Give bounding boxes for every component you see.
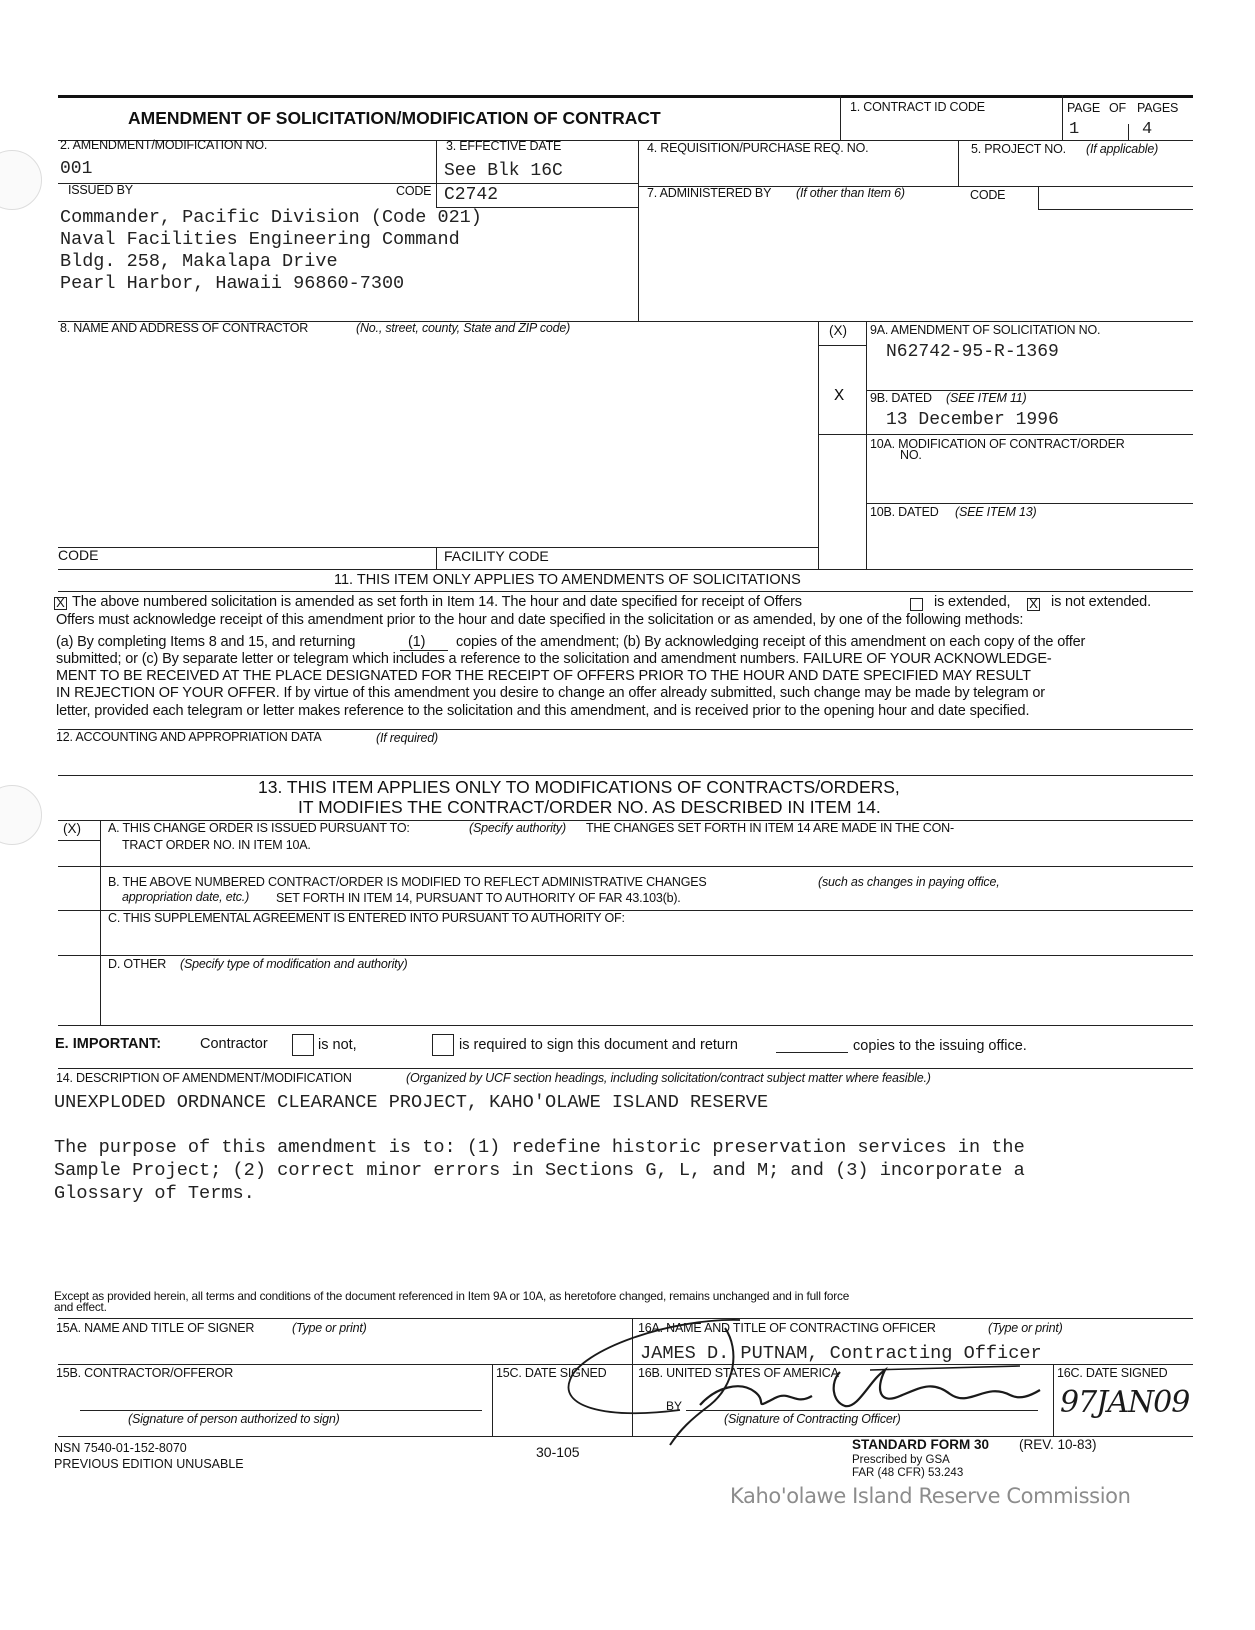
contractor-word: Contractor [200,1036,268,1052]
issuer-address-line: Naval Facilities Engineering Command [60,229,460,250]
item-10a-label: 10A. MODIFICATION OF CONTRACT/ORDER [870,437,1125,451]
item-11-text: (a) By completing Items 8 and 15, and returning [56,634,356,650]
signature-stroke [670,1328,733,1445]
item-16b-label: 16B. UNITED STATES OF AMERICA [638,1366,839,1380]
punch-hole [0,785,42,845]
officer-signature-caption: (Signature of Contracting Officer) [724,1412,901,1426]
item-9b-label: 9B. DATED [870,391,932,405]
facility-code-label: FACILITY CODE [444,548,549,564]
signature-stroke [834,1370,1040,1406]
item-11-text: Offers must acknowledge receipt of this amendment prior to the hour and date specified in the solicitation or as amended, by one of the following methods: [56,612,1024,628]
item-13a-text: A. THIS CHANGE ORDER IS ISSUED PURSUANT TO: [108,821,410,835]
officer-signature [540,1310,1060,1450]
item-10b-label: 10B. DATED [870,505,939,519]
item-14-note: (Organized by UCF section headings, including solicitation/contract subject matter where feasible.) [406,1071,931,1085]
item-13-heading: 13. THIS ITEM APPLIES ONLY TO MODIFICATIONS OF CONTRACTS/ORDERS, [258,777,900,797]
administered-by-code-label: CODE [970,188,1006,202]
item-9b-note: (SEE ITEM 11) [946,391,1027,405]
x-column-header: (X) [829,323,847,338]
administered-by-note: (If other than Item 6) [796,186,905,200]
issued-by-label: ISSUED BY [68,183,133,197]
is-not-label: is not, [318,1037,357,1053]
contract-id-label: 1. CONTRACT ID CODE [850,100,985,114]
previous-edition-text: PREVIOUS EDITION UNUSABLE [54,1457,244,1471]
item-16c-label: 16C. DATE SIGNED [1057,1366,1168,1380]
page-number: 1 [1069,120,1080,139]
effective-date-label: 3. EFFECTIVE DATE [446,139,562,153]
item-10a-label-cont: NO. [900,448,922,462]
signature-stroke [870,1366,1020,1370]
item-11-text: The above numbered solicitation is amended as set forth in Item 14. The hour and date specified for receipt of Offers [72,594,802,610]
item-9a-label: 9A. AMENDMENT OF SOLICITATION NO. [870,323,1101,337]
item-11-heading: 11. THIS ITEM ONLY APPLIES TO AMENDMENTS OF SOLICITATIONS [334,572,801,588]
project-no-note: (If applicable) [1086,142,1159,156]
item-12-label: 12. ACCOUNTING AND APPROPRIATION DATA [56,730,322,744]
form-title: AMENDMENT OF SOLICITATION/MODIFICATION OF CONTRACT [128,108,661,128]
contractor-label: 8. NAME AND ADDRESS OF CONTRACTOR [60,321,309,335]
terms-text: and effect. [54,1300,107,1314]
amendment-no-label: 2. AMENDMENT/MODIFICATION NO. [60,138,268,152]
contractor-signature-caption: (Signature of person authorized to sign) [128,1412,340,1426]
requisition-label: 4. REQUISITION/PURCHASE REQ. NO. [647,141,869,155]
by-label: BY [666,1399,683,1413]
is-extended-checkbox[interactable] [910,598,923,611]
issuer-address-line: Commander, Pacific Division (Code 021) [60,207,482,228]
issued-by-code: C2742 [444,185,499,205]
item-13a-text: TRACT ORDER NO. IN ITEM 10A. [122,838,311,852]
item-13b-text: B. THE ABOVE NUMBERED CONTRACT/ORDER IS MODIFIED TO REFLECT ADMINISTRATIVE CHANGES [108,875,707,889]
amendment-no: 001 [60,159,93,179]
punch-hole [0,150,42,210]
item-15a-label: 15A. NAME AND TITLE OF SIGNER [56,1321,255,1335]
form-code: 30-105 [536,1444,580,1460]
is-extended-label: is extended, [934,594,1011,610]
administered-by-label: 7. ADMINISTERED BY [647,186,772,200]
item-15b-label: 15B. CONTRACTOR/OFFEROR [56,1366,234,1380]
issuer-address-line: Pearl Harbor, Hawaii 96860-7300 [60,273,405,294]
item-15a-note: (Type or print) [292,1321,367,1335]
contractor-note: (No., street, county, State and ZIP code) [356,321,571,335]
item-13c-text: C. THIS SUPPLEMENTAL AGREEMENT IS ENTERED INTO PURSUANT TO AUTHORITY OF: [108,911,625,925]
prescribed-by: Prescribed by GSA [852,1454,950,1466]
item-13b-note: (such as changes in paying office, [818,875,1000,889]
of-label: OF [1109,101,1126,115]
is-not-checkbox[interactable] [292,1034,314,1056]
item-13b-text: SET FORTH IN ITEM 14, PURSUANT TO AUTHORITY OF FAR 43.103(b). [276,891,681,905]
amended-checkbox[interactable]: X [54,597,67,610]
copies-count: (1) [408,634,426,650]
top-rule [58,95,1193,98]
signature-loop [568,1320,740,1413]
standard-form-label: STANDARD FORM 30 [852,1437,990,1452]
item-13-heading: IT MODIFIES THE CONTRACT/ORDER NO. AS DESCRIBED IN ITEM 14. [298,797,881,817]
solicitation-number: N62742-95-R-1369 [886,342,1059,362]
project-title: UNEXPLODED ORDNANCE CLEARANCE PROJECT, KAHO'OLAWE ISLAND RESERVE [54,1092,769,1113]
purpose-line: Glossary of Terms. [54,1183,255,1204]
item-11-text: submitted; or (c) By separate letter or telegram which includes a reference to the solicitation and amendment numbers. FAILURE OF YOUR ACKNOWLEDGE- [56,651,1052,667]
watermark: Kaho'olawe Island Reserve Commission [730,1484,1131,1508]
issuer-address-line: Bldg. 258, Makalapa Drive [60,251,338,272]
item-13b-note: appropriation date, etc.) [122,890,250,904]
effective-date: See Blk 16C [444,161,563,181]
project-no-label: 5. PROJECT NO. [971,142,1066,156]
pages-label: PAGES [1137,101,1179,115]
item-13a-text: THE CHANGES SET FORTH IN ITEM 14 ARE MADE IN THE CON- [586,821,954,835]
issued-by-code-label: CODE [396,184,432,198]
item-11-text: MENT TO BE RECEIVED AT THE PLACE DESIGNATED FOR THE RECEIPT OF OFFERS PRIOR TO THE HOUR AND DATE SPECIFIED MAY RESULT [56,668,1031,684]
far-reference: FAR (48 CFR) 53.243 [852,1467,964,1479]
pages-number: 4 [1142,120,1153,139]
important-label: E. IMPORTANT: [55,1036,162,1052]
is-not-extended-checkbox[interactable]: X [1027,598,1040,611]
item-11-text: letter, provided each telegram or letter makes reference to the solicitation and this amendment, and is received prior to the opening hour and date specified. [56,703,1030,719]
item-13-x-header: (X) [63,821,81,836]
is-required-label: is required to sign this document and return [459,1037,738,1053]
item-16a-note: (Type or print) [988,1321,1063,1335]
item-10b-note: (SEE ITEM 13) [955,505,1037,519]
x-mark-9: X [834,387,845,406]
solicitation-date: 13 December 1996 [886,410,1059,430]
revision-label: (REV. 10-83) [1019,1437,1097,1452]
item-11-text: IN REJECTION OF YOUR OFFER. If by virtue of this amendment you desire to change an offer already submitted, such change may be made by telegram or [56,685,1045,701]
nsn-text: NSN 7540-01-152-8070 [54,1441,187,1455]
item-15c-label: 15C. DATE SIGNED [496,1366,607,1380]
contractor-code-label: CODE [58,547,99,563]
signature-stroke [700,1386,812,1405]
is-required-checkbox[interactable] [432,1034,454,1056]
is-not-extended-label: is not extended. [1051,594,1151,610]
copies-label: copies to the issuing office. [853,1038,1027,1054]
terms-text: Except as provided herein, all terms and conditions of the document referenced in Item 9A or 10A, as heretofore changed, remains unchanged and in full force [54,1289,850,1303]
purpose-line: The purpose of this amendment is to: (1) redefine historic preservation services in the [54,1137,1025,1158]
page-label: PAGE [1067,101,1101,115]
item-11-text: copies of the amendment; (b) By acknowledging receipt of this amendment on each copy of the offer [456,634,1086,650]
item-16a-label: 16A. NAME AND TITLE OF CONTRACTING OFFICER [638,1321,936,1335]
item-12-note: (If required) [376,731,439,745]
date-signed-16c: 97JAN09 [1060,1385,1190,1420]
item-14-label: 14. DESCRIPTION OF AMENDMENT/MODIFICATION [56,1071,352,1085]
item-13d-note: (Specify type of modification and authority) [180,957,408,971]
purpose-line: Sample Project; (2) correct minor errors in Sections G, L, and M; and (3) incorporate a [54,1160,1025,1181]
item-13d-text: D. OTHER [108,957,167,971]
contracting-officer-name: JAMES D. PUTNAM, Contracting Officer [640,1343,1042,1364]
item-13a-note: (Specify authority) [469,821,566,835]
